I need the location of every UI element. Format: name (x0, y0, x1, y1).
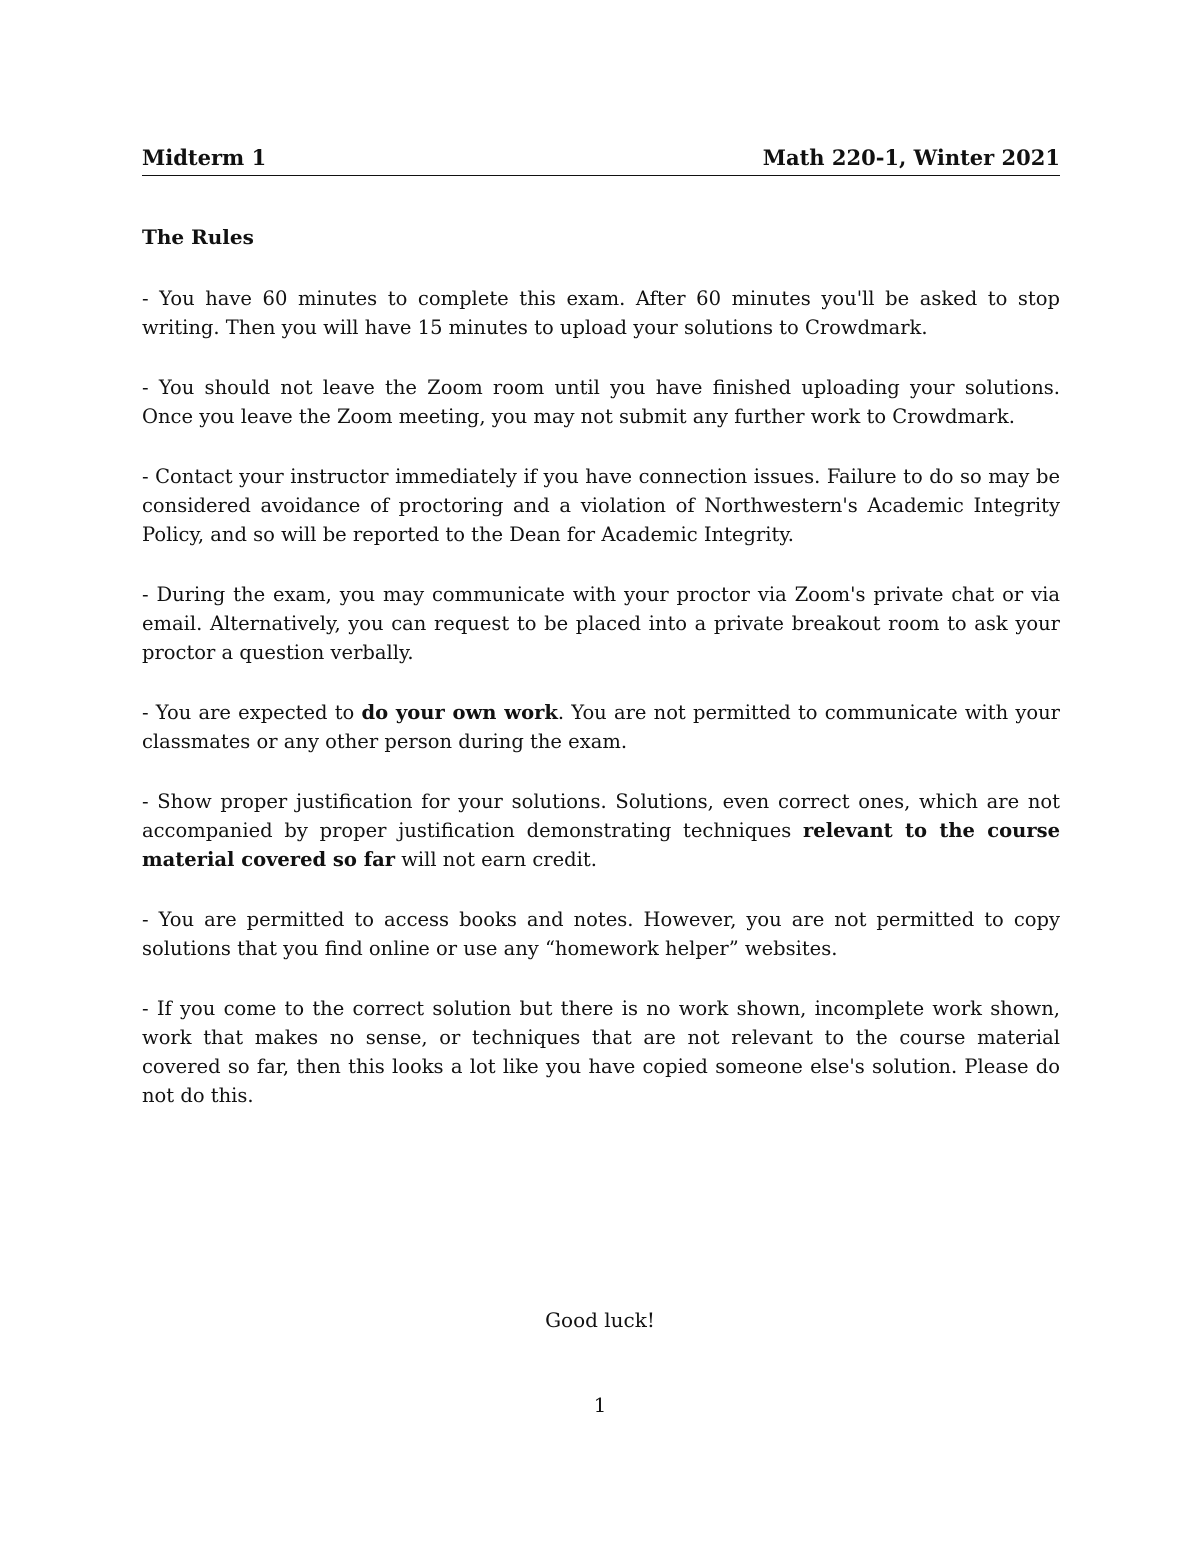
rule-text: - You should not leave the Zoom room until you have finished uploading your solutions. Once you leave the Zoom meeting, you may not submit any further work to Crowdmark. (142, 376, 1060, 428)
page-number: 1 (593, 1393, 607, 1417)
rule-text: - You are permitted to access books and notes. However, you are not permitted to copy solutions that you find online or use any “homework helper” websites. (142, 908, 1060, 960)
rule-text: . You are not permitted to communicate with your classmates or any other person during the exam. (142, 701, 1061, 753)
rule-item (142, 994, 1060, 1110)
rule-emphasis: do your own work (361, 701, 558, 724)
rule-text: - You have 60 minutes to complete this exam. After 60 minutes you'll be asked to stop writing. Then you will have 15 minutes to upload your solutions to Crowdmark. (142, 287, 1060, 339)
rule-item (142, 462, 1060, 549)
rule-item (142, 580, 1060, 667)
rule-text: will not earn credit. (395, 848, 597, 871)
rule-item (142, 787, 1060, 874)
rules-heading: The Rules (142, 225, 254, 249)
rules-list (142, 284, 1060, 1141)
rule-text: - Show proper justification for your solutions. Solutions, even correct ones, which are not accompanied by proper justification demonstrating techniques (142, 790, 1060, 842)
closing-message: Good luck! (545, 1308, 655, 1332)
page-header (142, 145, 1060, 176)
course-term: Math 220-1, Winter 2021 (762, 145, 1060, 170)
rule-text: - Contact your instructor immediately if you have connection issues. Failure to do so may be considered avoidance of proctoring and a violation of Northwestern's Academic Integrity Policy, and so will be reported to the Dean for Academic Integrity. (142, 465, 1060, 546)
rule-item (142, 698, 1060, 756)
rule-item (142, 905, 1060, 963)
exam-title: Midterm 1 (142, 145, 267, 170)
rule-emphasis: relevant to the course material covered so far (142, 819, 1060, 871)
rule-text: - If you come to the correct solution but there is no work shown, incomplete work shown, work that makes no sense, or techniques that are not relevant to the course material covered so far, then this looks a lot like you have copied someone else's solution. Please do not do this. (142, 997, 1060, 1107)
rule-item (142, 373, 1060, 431)
rule-item (142, 284, 1060, 342)
rule-text: - You are expected to (142, 701, 362, 724)
rule-text: - During the exam, you may communicate with your proctor via Zoom's private chat or via email. Alternatively, you can request to be placed into a private breakout room to ask your proctor a question verbally. (142, 583, 1060, 664)
